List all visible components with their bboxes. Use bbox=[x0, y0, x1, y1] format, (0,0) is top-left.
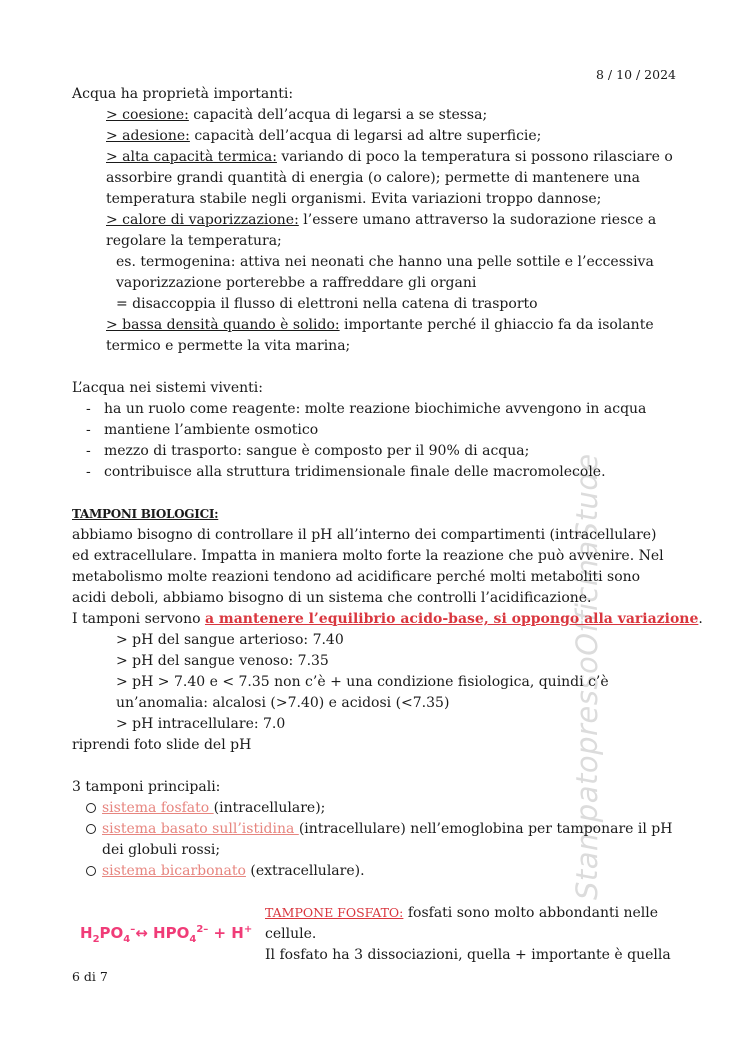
property-text: importante perché il ghiaccio fa da isolante bbox=[339, 317, 654, 333]
vaporization-line-2: regolare la temperatura; bbox=[106, 233, 282, 249]
buffers-text-1: abbiamo bisogno di controllare il pH all’interno dei compartimenti (intracellulare) bbox=[72, 527, 657, 543]
property-vaporization bbox=[106, 211, 656, 229]
buffer-name: sistema fosfato bbox=[102, 800, 214, 816]
main-buffer-item bbox=[102, 820, 672, 838]
property-label: > coesione: bbox=[106, 107, 189, 123]
property-label: > calore di vaporizzazione: bbox=[106, 212, 299, 228]
property-cohesion bbox=[106, 106, 487, 124]
watermark: StampatopressoOfficinaStude bbox=[570, 453, 604, 900]
circle-bullet-icon bbox=[86, 803, 96, 813]
page-number: 6 di 7 bbox=[72, 969, 108, 984]
dash: - bbox=[86, 422, 91, 438]
ph-item-venous: > pH del sangue venoso: 7.35 bbox=[116, 653, 329, 669]
circle-bullet-icon bbox=[86, 824, 96, 834]
vaporization-example-1: es. termogenina: attiva nei neonati che hanno una pelle sottile e l’eccessiva bbox=[116, 254, 654, 270]
living-item: ha un ruolo come reagente: molte reazione biochimiche avvengono in acqua bbox=[104, 401, 647, 417]
property-label: > bassa densità quando è solido: bbox=[106, 317, 340, 333]
vaporization-example-2: vaporizzazione porterebbe a raffreddare gli organi bbox=[116, 275, 477, 291]
phosphate-equation: $H_2PO_4^-\leftrightarrow$ $HPO_4^{2-} + H^+$ bbox=[80, 924, 253, 945]
property-label: > adesione: bbox=[106, 128, 190, 144]
property-text: l’essere umano attraverso la sudorazione riesce a bbox=[298, 212, 657, 228]
thermal-line-3: temperatura stabile negli organismi. Evita variazioni troppo dannose; bbox=[106, 191, 602, 207]
buffers-text-4: acidi deboli, abbiamo bisogno di un sistema che controlli l’acidificazione. bbox=[72, 590, 592, 606]
property-adhesion bbox=[106, 127, 541, 145]
buffers-title: TAMPONI BIOLOGICI: bbox=[72, 507, 219, 521]
buffer-text: (intracellulare); bbox=[213, 800, 326, 816]
property-density bbox=[106, 316, 654, 334]
living-item: mantiene l’ambiente osmotico bbox=[104, 422, 319, 438]
buffer-text: (intracellulare) nell’emoglobina per tamponare il pH bbox=[298, 821, 673, 837]
phosphate-label: TAMPONE FOSFATO: bbox=[265, 905, 404, 920]
property-text: variando di poco la temperatura si possono rilasciare o bbox=[276, 149, 673, 165]
property-label: > alta capacità termica: bbox=[106, 149, 277, 165]
buffers-text-2: ed extracellulare. Impatta in maniera molto forte la reazione che può avvenire. Nel bbox=[72, 548, 664, 564]
dash: - bbox=[86, 443, 91, 459]
ph-item-intracellular: > pH intracellulare: 7.0 bbox=[116, 716, 286, 732]
intro-line: Acqua ha proprietà importanti: bbox=[72, 86, 294, 102]
living-title: L’acqua nei sistemi viventi: bbox=[72, 380, 263, 396]
bullet bbox=[86, 799, 96, 817]
vaporization-example-3: = disaccoppia il flusso di elettroni nella catena di trasporto bbox=[116, 296, 538, 312]
buffers-serve-line bbox=[72, 610, 703, 628]
living-item: mezzo di trasporto: sangue è composto per il 90% di acqua; bbox=[104, 443, 530, 459]
ph-item-arterial: > pH del sangue arterioso: 7.40 bbox=[116, 632, 344, 648]
buffer-text: (extracellulare). bbox=[245, 863, 365, 879]
date: 8 / 10 / 2024 bbox=[596, 67, 676, 82]
property-text: capacità dell’acqua di legarsi a se stessa; bbox=[188, 107, 488, 123]
property-text: capacità dell’acqua di legarsi ad altre superficie; bbox=[189, 128, 542, 144]
buffers-serve-suffix: . bbox=[698, 611, 703, 627]
property-thermal bbox=[106, 148, 673, 166]
bullet bbox=[86, 862, 96, 880]
density-line-2: termico e permette la vita marina; bbox=[106, 338, 351, 354]
buffer-name: sistema bicarbonato bbox=[102, 863, 246, 879]
histidine-cont: dei globuli rossi; bbox=[102, 842, 221, 858]
buffers-serve-prefix: I tamponi servono bbox=[72, 611, 205, 627]
main-buffer-item bbox=[102, 799, 325, 817]
dash: - bbox=[86, 401, 91, 417]
phosphate-line-1 bbox=[265, 904, 658, 922]
bullet bbox=[86, 820, 96, 838]
buffers-serve-highlight: a mantenere l’equilibrio acido-base, si oppongo alla variazione bbox=[204, 611, 699, 627]
main-buffers-title: 3 tamponi principali: bbox=[72, 779, 221, 795]
dash: - bbox=[86, 464, 91, 480]
main-buffer-item bbox=[102, 862, 365, 880]
circle-bullet-icon bbox=[86, 866, 96, 876]
photo-note: riprendi foto slide del pH bbox=[72, 737, 252, 753]
ph-item-anomaly: un’anomalia: alcalosi (>7.40) e acidosi (<7.35) bbox=[116, 695, 450, 711]
thermal-line-2: assorbire grandi quantità di energia (o calore); permette di mantenere una bbox=[106, 170, 640, 186]
buffers-text-3: metabolismo molte reazioni tendono ad acidificare perché molti metaboliti sono bbox=[72, 569, 641, 585]
buffer-name: sistema basato sull’istidina bbox=[102, 821, 299, 837]
living-item: contribuisce alla struttura tridimensionale finale delle macromolecole. bbox=[104, 464, 606, 480]
phosphate-text: fosfati sono molto abbondanti nelle bbox=[403, 905, 659, 921]
ph-item-range: > pH > 7.40 e < 7.35 non c’è + una condizione fisiologica, quindi c’è bbox=[116, 674, 609, 690]
phosphate-line-2: cellule. bbox=[265, 926, 317, 942]
phosphate-line-3: Il fosfato ha 3 dissociazioni, quella + importante è quella bbox=[265, 947, 671, 963]
